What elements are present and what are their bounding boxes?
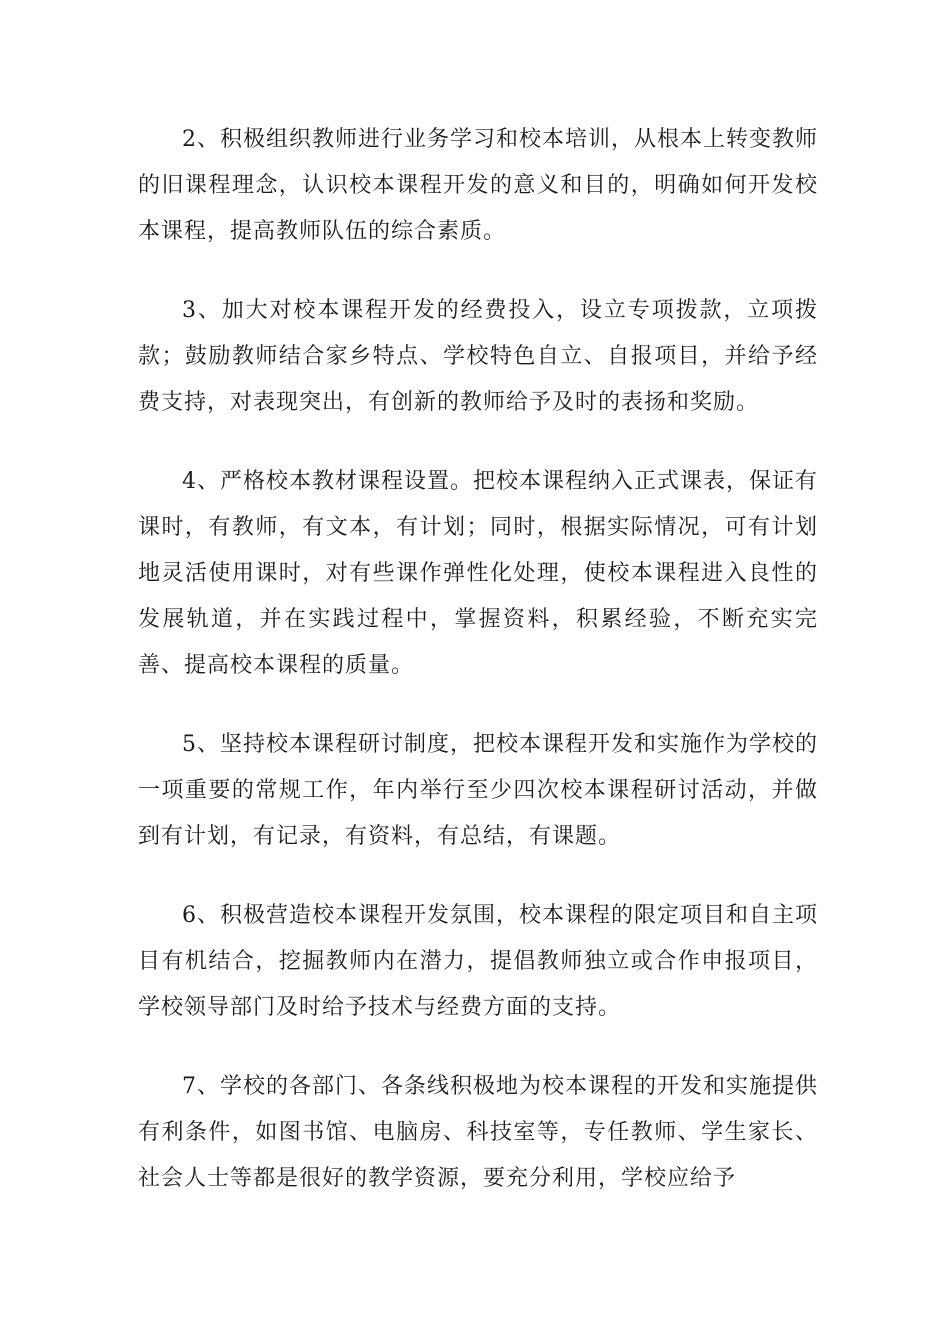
paragraph-item-7: 7、学校的各部门、各条线积极地为校本课程的开发和实施提供有利条件，如图书馆、电脑房、科技室等，专任教师、学生家长、社会人士等都是很好的教学资源，要充分利用，学校应给予 — [138, 1074, 818, 1191]
paragraph-item-4: 4、严格校本教材课程设置。把校本课程纳入正式课表，保证有课时，有教师，有文本，有计划；同时，根据实际情况，可有计划地灵活使用课时，对有些课作弹性化处理，使校本课程进入良性的发展轨道，并在实践过程中，掌握资料，积累经验，不断充实完善、提高校本课程的质量。 — [138, 469, 818, 678]
paragraph-item-5: 5、坚持校本课程研讨制度，把校本课程开发和实施作为学校的一项重要的常规工作，年内举行至少四次校本课程研讨活动，并做到有计划，有记录，有资料，有总结，有课题。 — [138, 732, 818, 849]
paragraph-item-2: 2、积极组织教师进行业务学习和校本培训，从根本上转变教师的旧课程理念，认识校本课程开发的意义和目的，明确如何开发校本课程，提高教师队伍的综合素质。 — [138, 127, 818, 244]
document-page — [138, 117, 818, 1235]
paragraph-item-6: 6、积极营造校本课程开发氛围，校本课程的限定项目和自主项目有机结合，挖掘教师内在潜力，提倡教师独立或合作申报项目，学校领导部门及时给予技术与经费方面的支持。 — [138, 903, 818, 1020]
paragraph-item-3: 3、加大对校本课程开发的经费投入，设立专项拨款，立项拨款；鼓励教师结合家乡特点、学校特色自立、自报项目，并给予经费支持，对表现突出，有创新的教师给予及时的表扬和奖励。 — [138, 298, 818, 415]
